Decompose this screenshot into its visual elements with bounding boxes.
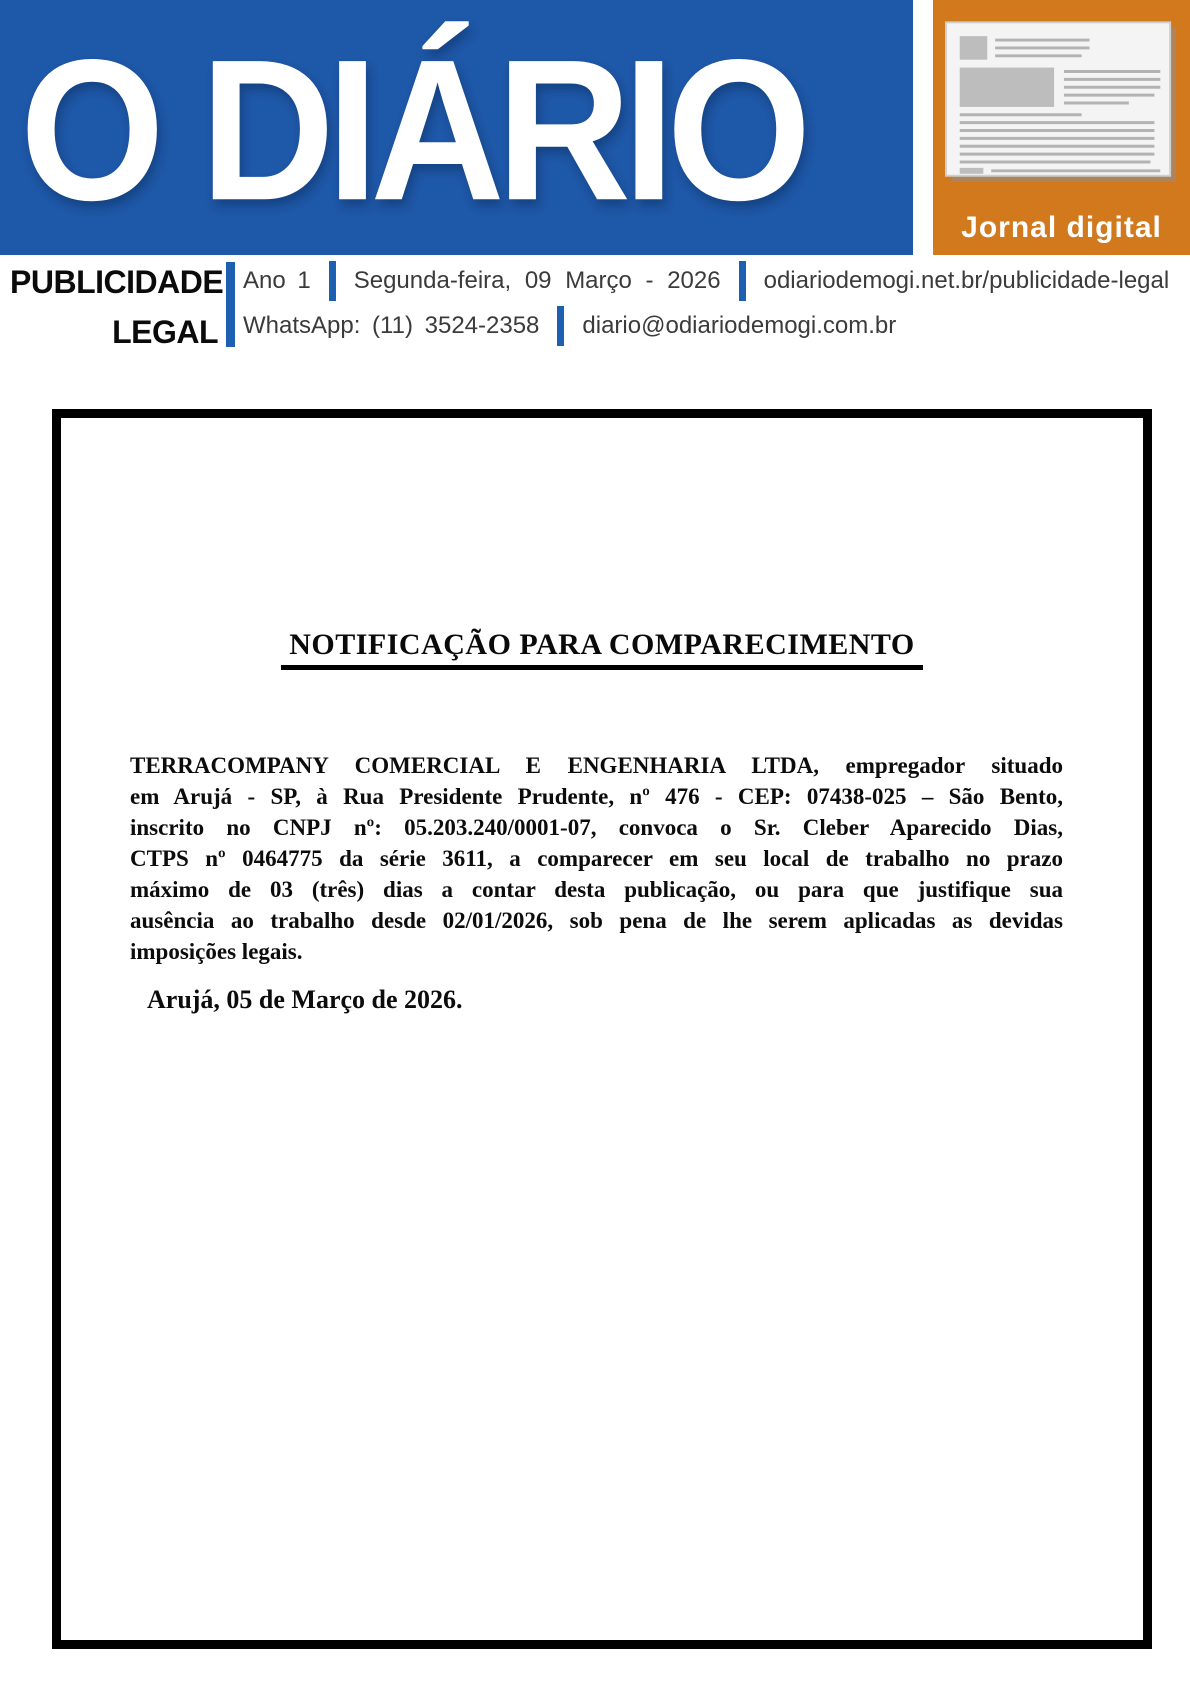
publication-info-row1 [243,260,1169,302]
email-contact: diario@odiariodemogi.com.br [582,312,897,339]
separator-bar [557,306,564,346]
publication-date: Segunda-feira, 09 Março - 2026 [353,267,721,294]
notice-body-line: máximo de 03 (três) dias a contar desta publicação, ou para que justifique sua [130,877,1063,902]
jornal-digital-box [933,0,1190,255]
publication-info-row2 [243,305,896,347]
legal-notice-box [52,409,1152,1649]
publication-url: odiariodemogi.net.br/publicidade-legal [763,267,1170,294]
edition-year: Ano 1 [243,267,311,294]
notice-body-line: inscrito no CNPJ nº: 05.203.240/0001-07, convoca o Sr. Cleber Aparecido Dias, [130,815,1063,840]
notice-body-line: em Arujá - SP, à Rua Presidente Prudente, nº 476 - CEP: 07438-025 – São Bento, [130,784,1063,809]
section-title [10,257,224,357]
notice-body-line: imposições legais. [130,939,303,964]
separator-bar [226,262,235,347]
notice-body [130,750,1063,967]
notice-date-line: Arujá, 05 de Março de 2026. [147,985,463,1014]
separator-bar [739,261,746,301]
masthead-banner [0,0,913,255]
newspaper-icon [944,20,1178,184]
masthead-title: O DIÁRIO [20,18,804,242]
jornal-digital-label: Jornal digital [961,211,1162,244]
separator-bar [329,261,336,301]
notice-body-line: CTPS nº 0464775 da série 3611, a comparecer em seu local de trabalho no prazo [130,846,1063,871]
notice-body-line: TERRACOMPANY COMERCIAL E ENGENHARIA LTDA, empregador situado [130,753,1063,778]
section-title-line2: LEGAL [112,314,218,350]
section-title-line1: PUBLICIDADE [10,264,224,300]
notice-title: NOTIFICAÇÃO PARA COMPARECIMENTO [281,628,923,670]
whatsapp-contact: WhatsApp: (11) 3524-2358 [243,312,540,339]
notice-body-line: ausência ao trabalho desde 02/01/2026, sob pena de lhe serem aplicadas as devidas [130,908,1063,933]
